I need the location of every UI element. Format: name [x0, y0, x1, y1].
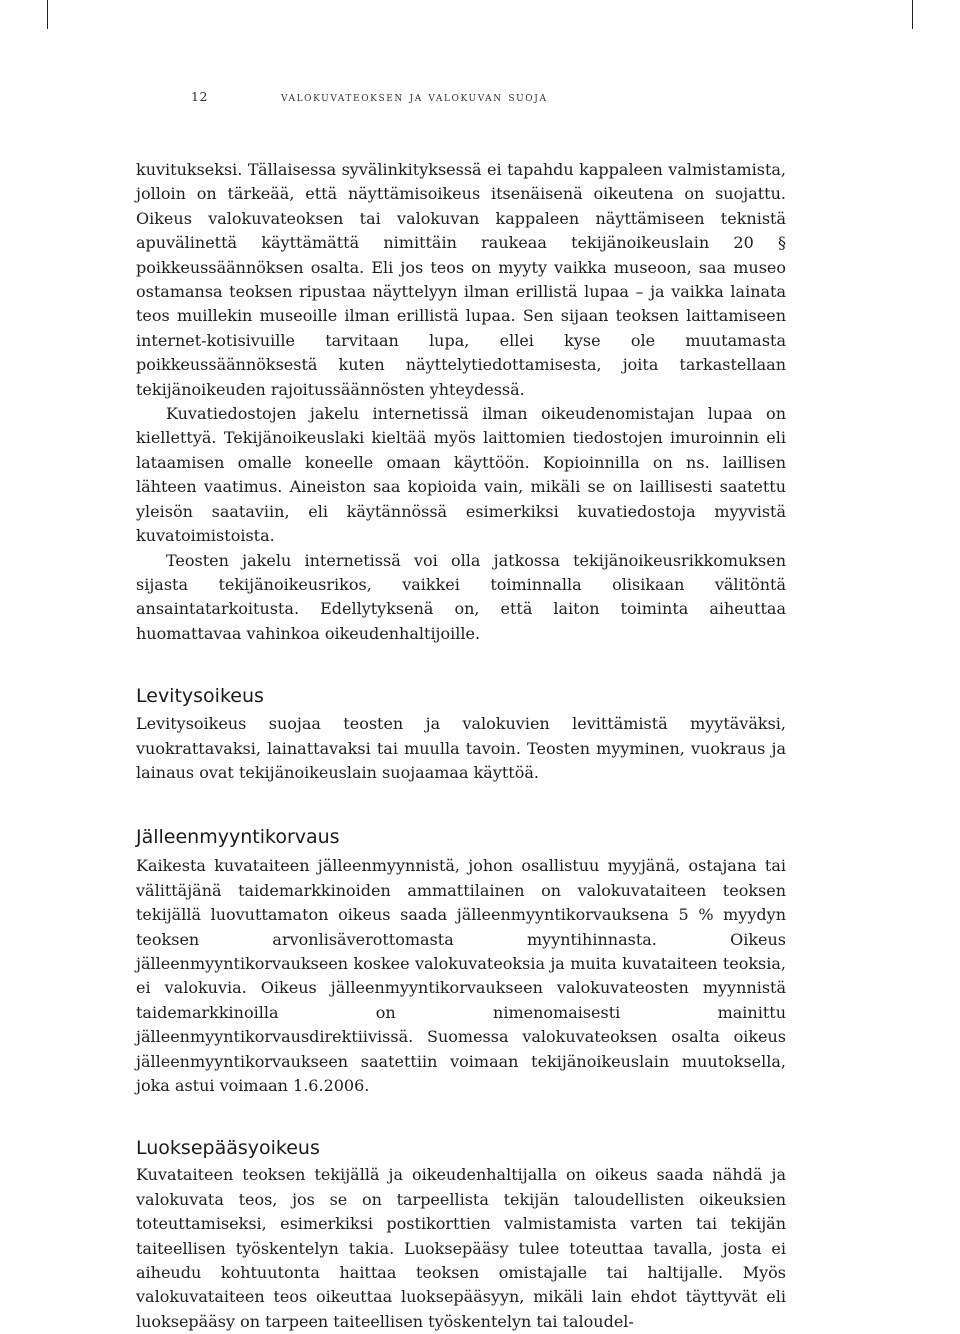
section-heading-levitysoikeus: Levitysoikeus [136, 685, 264, 708]
section-heading-jalleenmyyntikorvaus: Jälleenmyyntikorvaus [136, 826, 340, 849]
paragraph: Levitysoikeus suojaa teosten ja valokuvien levittämistä myytäväksi, vuokrattavaksi, lainattavaksi tai muulla tavoin. Teosten myyminen, vuokraus ja lainaus ovat tekijänoikeuslain suojaamaa käyttöä. [136, 714, 786, 782]
page-body [136, 158, 786, 1334]
page-number: 12 [191, 89, 208, 104]
paragraph: Teosten jakelu internetissä voi olla jatkossa tekijänoikeusrikkomuksen sijasta tekijänoikeusrikos, vaikkei toiminnalla olisikaan välitöntä ansaintatarkoitusta. Edellytyksenä on, että laiton toiminta aiheuttaa huomattavaa vahinkoa oikeudenhaltijoille. [136, 550, 786, 643]
crop-mark-left [47, 0, 48, 29]
paragraph: Kuvatiedostojen jakelu internetissä ilman oikeudenomistajan lupaa on kiellettyä. Tekijänoikeuslaki kieltää myös laittomien tiedostojen imuroinnin eli lataamisen omalle koneelle omaan käyttöön. Kopioinnilla on ns. laillisen lähteen vaatimus. Aineiston saa kopioida vain, mikäli se on laillisesti saatettu yleisön saataviin, eli käytännössä esimerkiksi kuvatiedostoja myyvistä kuvatoimistoista. [136, 404, 786, 546]
paragraph: Kuvataiteen teoksen tekijällä ja oikeudenhaltijalla on oikeus saada nähdä ja valokuvata teos, jos se on tarpeellista tekijän taloudellisten oikeuksien toteuttamiseksi, esimerkiksi postikorttien valmistamista varten tai tekijän taiteellisen työskentelyn takia. Luoksepääsy tulee toteuttaa tavalla, josta ei aiheudu kohtuutonta haittaa teoksen omistajalle tai haltijalle. Myös valokuvataiteen teos oikeuttaa luoksepääsyyn, mikäli lain ehdot täyttyvät eli luoksepääsy on tarpeen taiteellisen työskentelyn tai taloudel- [136, 1165, 786, 1331]
section-heading-luoksepaasyoikeus: Luoksepääsyoikeus [136, 1137, 320, 1160]
paragraph: kuvitukseksi. Tällaisessa syvälinkityksessä ei tapahdu kappaleen valmistamista, jolloin on tärkeää, että näyttämisoikeus itsenäisenä oikeutena on suojattu. Oikeus valokuvateoksen tai valokuvan kappaleen näyttämiseen teknistä apuvälinettä käyttämättä nimittäin raukeaa tekijänoikeuslain 20 § poikkeussäännöksen osalta. Eli jos teos on myyty vaikka museoon, saa museo ostamansa teoksen ripustaa näyttelyyn ilman erillistä lupaa – ja vaikka lainata teos muillekin museoille ilman erillistä lupaa. Sen sijaan teoksen laittamiseen internet-kotisivuille tarvitaan lupa, ellei kyse ole muutamasta poikkeussäännöksestä kuten näyttelytiedottamisesta, joita tarkastellaan tekijänoikeuden rajoitussäännösten yhteydessä. [136, 160, 786, 399]
running-header [191, 89, 548, 104]
paragraph: Kaikesta kuvataiteen jälleenmyynnistä, johon osallistuu myyjänä, ostajana tai välittäjänä taidemarkkinoiden ammattilainen on valokuvataiteen teoksen tekijällä luovuttamaton oikeus saada jälleenmyyntikorvauksena 5 % myydyn teoksen arvonlisäverottomasta myyntihinnasta. Oikeus jälleenmyyntikorvaukseen koskee valokuvateoksia ja muita kuvataiteen teoksia, ei valokuvia. Oikeus jälleenmyyntikorvaukseen valokuvateosten myynnistä taidemarkkinoilla on nimenomaisesti mainittu jälleenmyyntikorvausdirektiivissä. Suomessa valokuvateoksen osalta oikeus jälleenmyyntikorvaukseen saatettiin voimaan tekijänoikeuslain muutoksella, joka astui voimaan 1.6.2006. [136, 856, 786, 1095]
crop-mark-right [912, 0, 913, 29]
running-title: valokuvateoksen ja valokuvan suoja [281, 89, 548, 104]
